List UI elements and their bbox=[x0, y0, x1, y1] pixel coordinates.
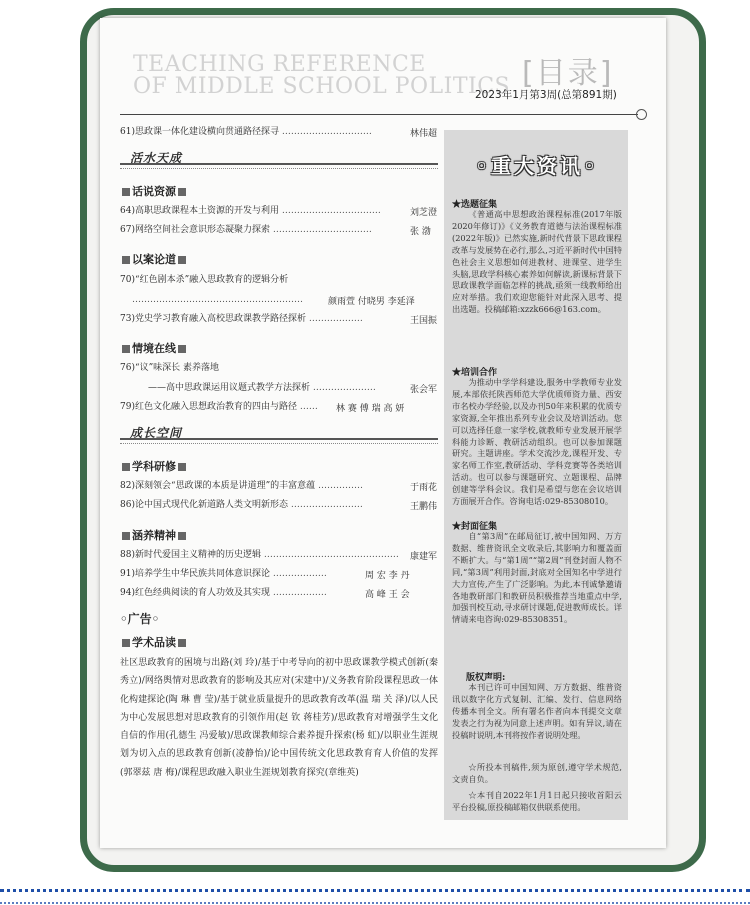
sidebar-block-body-topics: 《普通高中思想政治课程标准(2017年版2020年修订)》《义务教育道德与法治课程标准(2022年版)》已然实施,新时代背景下思政课程改革与发展势在必行,那么,习近平新时代中国特色社会主义思想如何进教材、进课堂、进学生头脑,思政学科核心素养如何解读,新课标背景下思政课教学面临怎样的挑战,亟须一线教师给出应对举措。我们欢迎您能针对此深入思考、提出选题。投稿邮箱:xzzk666@163.com。 bbox=[452, 209, 622, 315]
square-bullet-icon bbox=[122, 256, 130, 264]
entry-title: 70)“红色剧本杀”融入思政教育的逻辑分析 bbox=[120, 275, 289, 285]
entry-author: 张 渤 bbox=[410, 227, 431, 237]
entry-author: 于雨花 bbox=[410, 483, 438, 493]
category-qingjing bbox=[120, 340, 188, 356]
toc-entry-70[interactable] bbox=[120, 274, 288, 286]
sidebar-block-body-copyright: 本刊已许可中国知网、万方数据、维普资讯以数字化方式复制、汇编、发行、信息网络传播本刊全文。所有署名作者向本刊提交文章发表之行为视为同意上述声明。如有异议,请在投稿时说明,本刊将按作者说明处理。 bbox=[452, 682, 622, 740]
section-huoshui bbox=[120, 150, 438, 165]
entry-author: 张会军 bbox=[410, 385, 438, 395]
sidebar-block-body-cover: 自“第3周”在邮局征订,被中国知网、万方数据、维普资讯全文收录后,其影响力和覆盖面不断扩大。与“第1周”“第2周”刊登封面人物不同,“第3周”利用封面,封底对全国知名中学进行大力宣传,产生了广泛影响。为此,本刊诚挚邀请各地教研部门和教研员积极推荐当地重点中学,加强刊校互动,寻求研讨课题,促进教师成长。详情请来电咨询:029-85308351。 bbox=[452, 531, 622, 625]
sidebar-block-head-copyright: 版权声明: bbox=[466, 673, 506, 683]
toc-entry-88[interactable]: 88)新时代爱国主义精神的历史逻辑 ……………………………………… bbox=[120, 550, 399, 560]
bottom-dotted-border bbox=[0, 889, 750, 892]
header-rule bbox=[120, 114, 638, 115]
entry-title: 73)党史学习教育融入高校思政课教学路径探析 bbox=[120, 314, 306, 324]
square-bullet-icon bbox=[178, 256, 186, 264]
academic-reading-list: 社区思政教育的困境与出路(刘 玲)/基于中考导向的初中思政课教学模式创新(秦秀立)/网络舆情对思政教育的影响及其应对(宋建中)/义务教育阶段课程思政一体化构建探论(陶 琳 曹 莹)/基于就业质量提升的思政教育改革(温 瑞 关 泽)/以人民为中心发展思想对思政教育的引领作用(赵 钦 蒋桂芳)/思政教育对增强学生文化自信的作用(孔德生 冯爱敏)/思政课教师综合素养提升探索(杨 虹)/以职业生涯规划为切入点的思政教育创新(凌静怡)/论中国传统文化思政教育育人价值的发挥(郭翠兹 唐 梅)/课程思政融入职业生涯规划教育探究(章维英) bbox=[120, 658, 438, 778]
sidebar-block-head-topics: ★选题征集 bbox=[452, 200, 498, 210]
square-bullet-icon bbox=[122, 188, 130, 196]
toc-entry-73[interactable]: 73)党史学习教育融入高校思政课教学路径探析 ……………… bbox=[120, 314, 363, 324]
entry-title: 79)红色文化融入思想政治教育的四由与路径 bbox=[120, 402, 297, 412]
entry-title: 88)新时代爱国主义精神的历史逻辑 bbox=[120, 550, 261, 560]
section-rule bbox=[120, 163, 438, 165]
entry-author: 刘芝澄 bbox=[410, 208, 438, 218]
toc-entry-79[interactable]: 79)红色文化融入思想政治教育的四由与路径 …… bbox=[120, 402, 318, 412]
toc-entry-67[interactable]: 67)网络空间社会意识形态凝聚力探索 …………………………… bbox=[120, 225, 372, 235]
sidebar-note-submission: ☆本刊自2022年1月1日起只接收首阳云平台投稿,原投稿邮箱仅供联系使用。 bbox=[452, 790, 622, 812]
category-label: 学术品读 bbox=[132, 636, 176, 649]
square-bullet-icon bbox=[122, 639, 130, 647]
entry-title: 82)深刻领会“思政课的本质是讲道理”的丰富意蕴 bbox=[120, 481, 316, 491]
bottom-dotted-border-2 bbox=[0, 902, 750, 904]
entry-author: 林 赛 傅 瑞 高 妍 bbox=[336, 404, 405, 414]
section-chengzhang bbox=[120, 425, 438, 440]
section-rule bbox=[120, 438, 438, 440]
issue-date: 2023年1月第3周(总第891期) bbox=[475, 89, 617, 101]
sidebar-block-head-training: ★培训合作 bbox=[452, 368, 498, 378]
entry-author: 林伟超 bbox=[410, 129, 438, 139]
entry-title: 64)高职思政课程本土资源的开发与利用 bbox=[120, 206, 279, 216]
sidebar-block-head-cover: ★封面征集 bbox=[452, 522, 498, 532]
english-title-line1: TEACHING REFERENCE bbox=[133, 52, 426, 77]
entry-title: 94)红色经典阅读的育人功效及其实现 bbox=[120, 588, 270, 598]
toc-entry-82[interactable]: 82)深刻领会“思政课的本质是讲道理”的丰富意蕴 …………… bbox=[120, 481, 364, 491]
square-bullet-icon bbox=[122, 345, 130, 353]
category-xueke bbox=[120, 458, 188, 474]
ad-label: ◦广告◦ bbox=[120, 612, 160, 626]
square-bullet-icon bbox=[178, 345, 186, 353]
section-rule-dotted bbox=[120, 443, 438, 444]
category-label: 涵养精神 bbox=[132, 529, 176, 542]
toc-entry-76-subtitle: ——高中思政课运用议题式教学方法探析 ………………… bbox=[148, 383, 376, 393]
toc-entry-64[interactable]: 64)高职思政课程本土资源的开发与利用 …………………………… bbox=[120, 206, 381, 216]
section-rule-dotted bbox=[120, 168, 438, 169]
entry-author: 周 宏 李 丹 bbox=[365, 571, 410, 581]
leader-dots: ………………………………………………… bbox=[132, 295, 303, 305]
sidebar-block-body-training: 为推动中学学科建设,服务中学教师专业发展,本部依托陕西师范大学优质师资力量、西安市名校办学经验,以及办刊50年来积累的优质专家资源,全年推出系列专业会议及培训活动。您可以选择任意一家学校,就教师专业发展开展学科能力诊断、教研活动组织。也可以参加课题研究。主题讲座。学术交流沙龙,课程开发、专家名师工作室,教研活动、学科竞赛等各类培训活动。也可以参与课题研究、立题课程、品牌创建等学科会议。我们是希望与您在会议培训方面展开合作。咨询电话:029-85308010。 bbox=[452, 377, 622, 507]
category-label: 学科研修 bbox=[132, 460, 176, 473]
toc-entry-86[interactable]: 86)论中国式现代化新道路人类文明新形态 …………………… bbox=[120, 500, 363, 510]
entry-title: 76)“议”味深长 素养落地 bbox=[120, 363, 220, 373]
toc-entry-76[interactable] bbox=[120, 362, 219, 374]
entry-author: 高 峰 王 会 bbox=[365, 590, 410, 600]
toc-entry-91[interactable]: 91)培养学生中华民族共同体意识探论 ……………… bbox=[120, 569, 327, 579]
toc-entry-94[interactable]: 94)红色经典阅读的育人功效及其实现 ……………… bbox=[120, 588, 327, 598]
entry-title: 61)思政课一体化建设横向贯通路径探寻 bbox=[120, 127, 279, 137]
square-bullet-icon bbox=[178, 463, 186, 471]
entry-author: 颜雨萱 付晓男 李延泽 bbox=[328, 297, 415, 307]
toc-entry-61[interactable]: 61)思政课一体化建设横向贯通路径探寻 ………………………… bbox=[120, 127, 372, 137]
entry-title: 91)培养学生中华民族共同体意识探论 bbox=[120, 569, 270, 579]
category-label: 情境在线 bbox=[132, 342, 176, 355]
entry-author: 康建军 bbox=[410, 552, 438, 562]
category-label: 话说资源 bbox=[132, 185, 176, 198]
square-bullet-icon bbox=[122, 532, 130, 540]
category-xueshu bbox=[120, 634, 188, 650]
entry-title: 67)网络空间社会意识形态凝聚力探索 bbox=[120, 225, 270, 235]
category-huashuo bbox=[120, 183, 188, 199]
header-circle-icon bbox=[636, 109, 647, 120]
section-title: 活水天成 bbox=[130, 151, 183, 165]
entry-author: 王鹏伟 bbox=[410, 502, 438, 512]
entry-title: 86)论中国式现代化新道路人类文明新形态 bbox=[120, 500, 288, 510]
contents-heading: [目录] bbox=[522, 56, 614, 91]
sidebar-title: ◦重大资讯◦ bbox=[475, 154, 599, 178]
square-bullet-icon bbox=[178, 188, 186, 196]
entry-subtitle: ——高中思政课运用议题式教学方法探析 bbox=[148, 383, 311, 393]
english-title bbox=[133, 54, 510, 98]
category-yian bbox=[120, 251, 188, 267]
section-title: 成长空间 bbox=[130, 426, 183, 440]
category-hanyang bbox=[120, 527, 188, 543]
category-label: 以案论道 bbox=[132, 253, 176, 266]
english-title-line2: OF MIDDLE SCHOOL POLITICS bbox=[133, 74, 511, 99]
square-bullet-icon bbox=[178, 532, 186, 540]
entry-author: 王国振 bbox=[410, 316, 438, 326]
sidebar-note-original: ☆所投本刊稿件,须为原创,遵守学术规范,文责自负。 bbox=[452, 762, 622, 784]
square-bullet-icon bbox=[178, 639, 186, 647]
square-bullet-icon bbox=[122, 463, 130, 471]
